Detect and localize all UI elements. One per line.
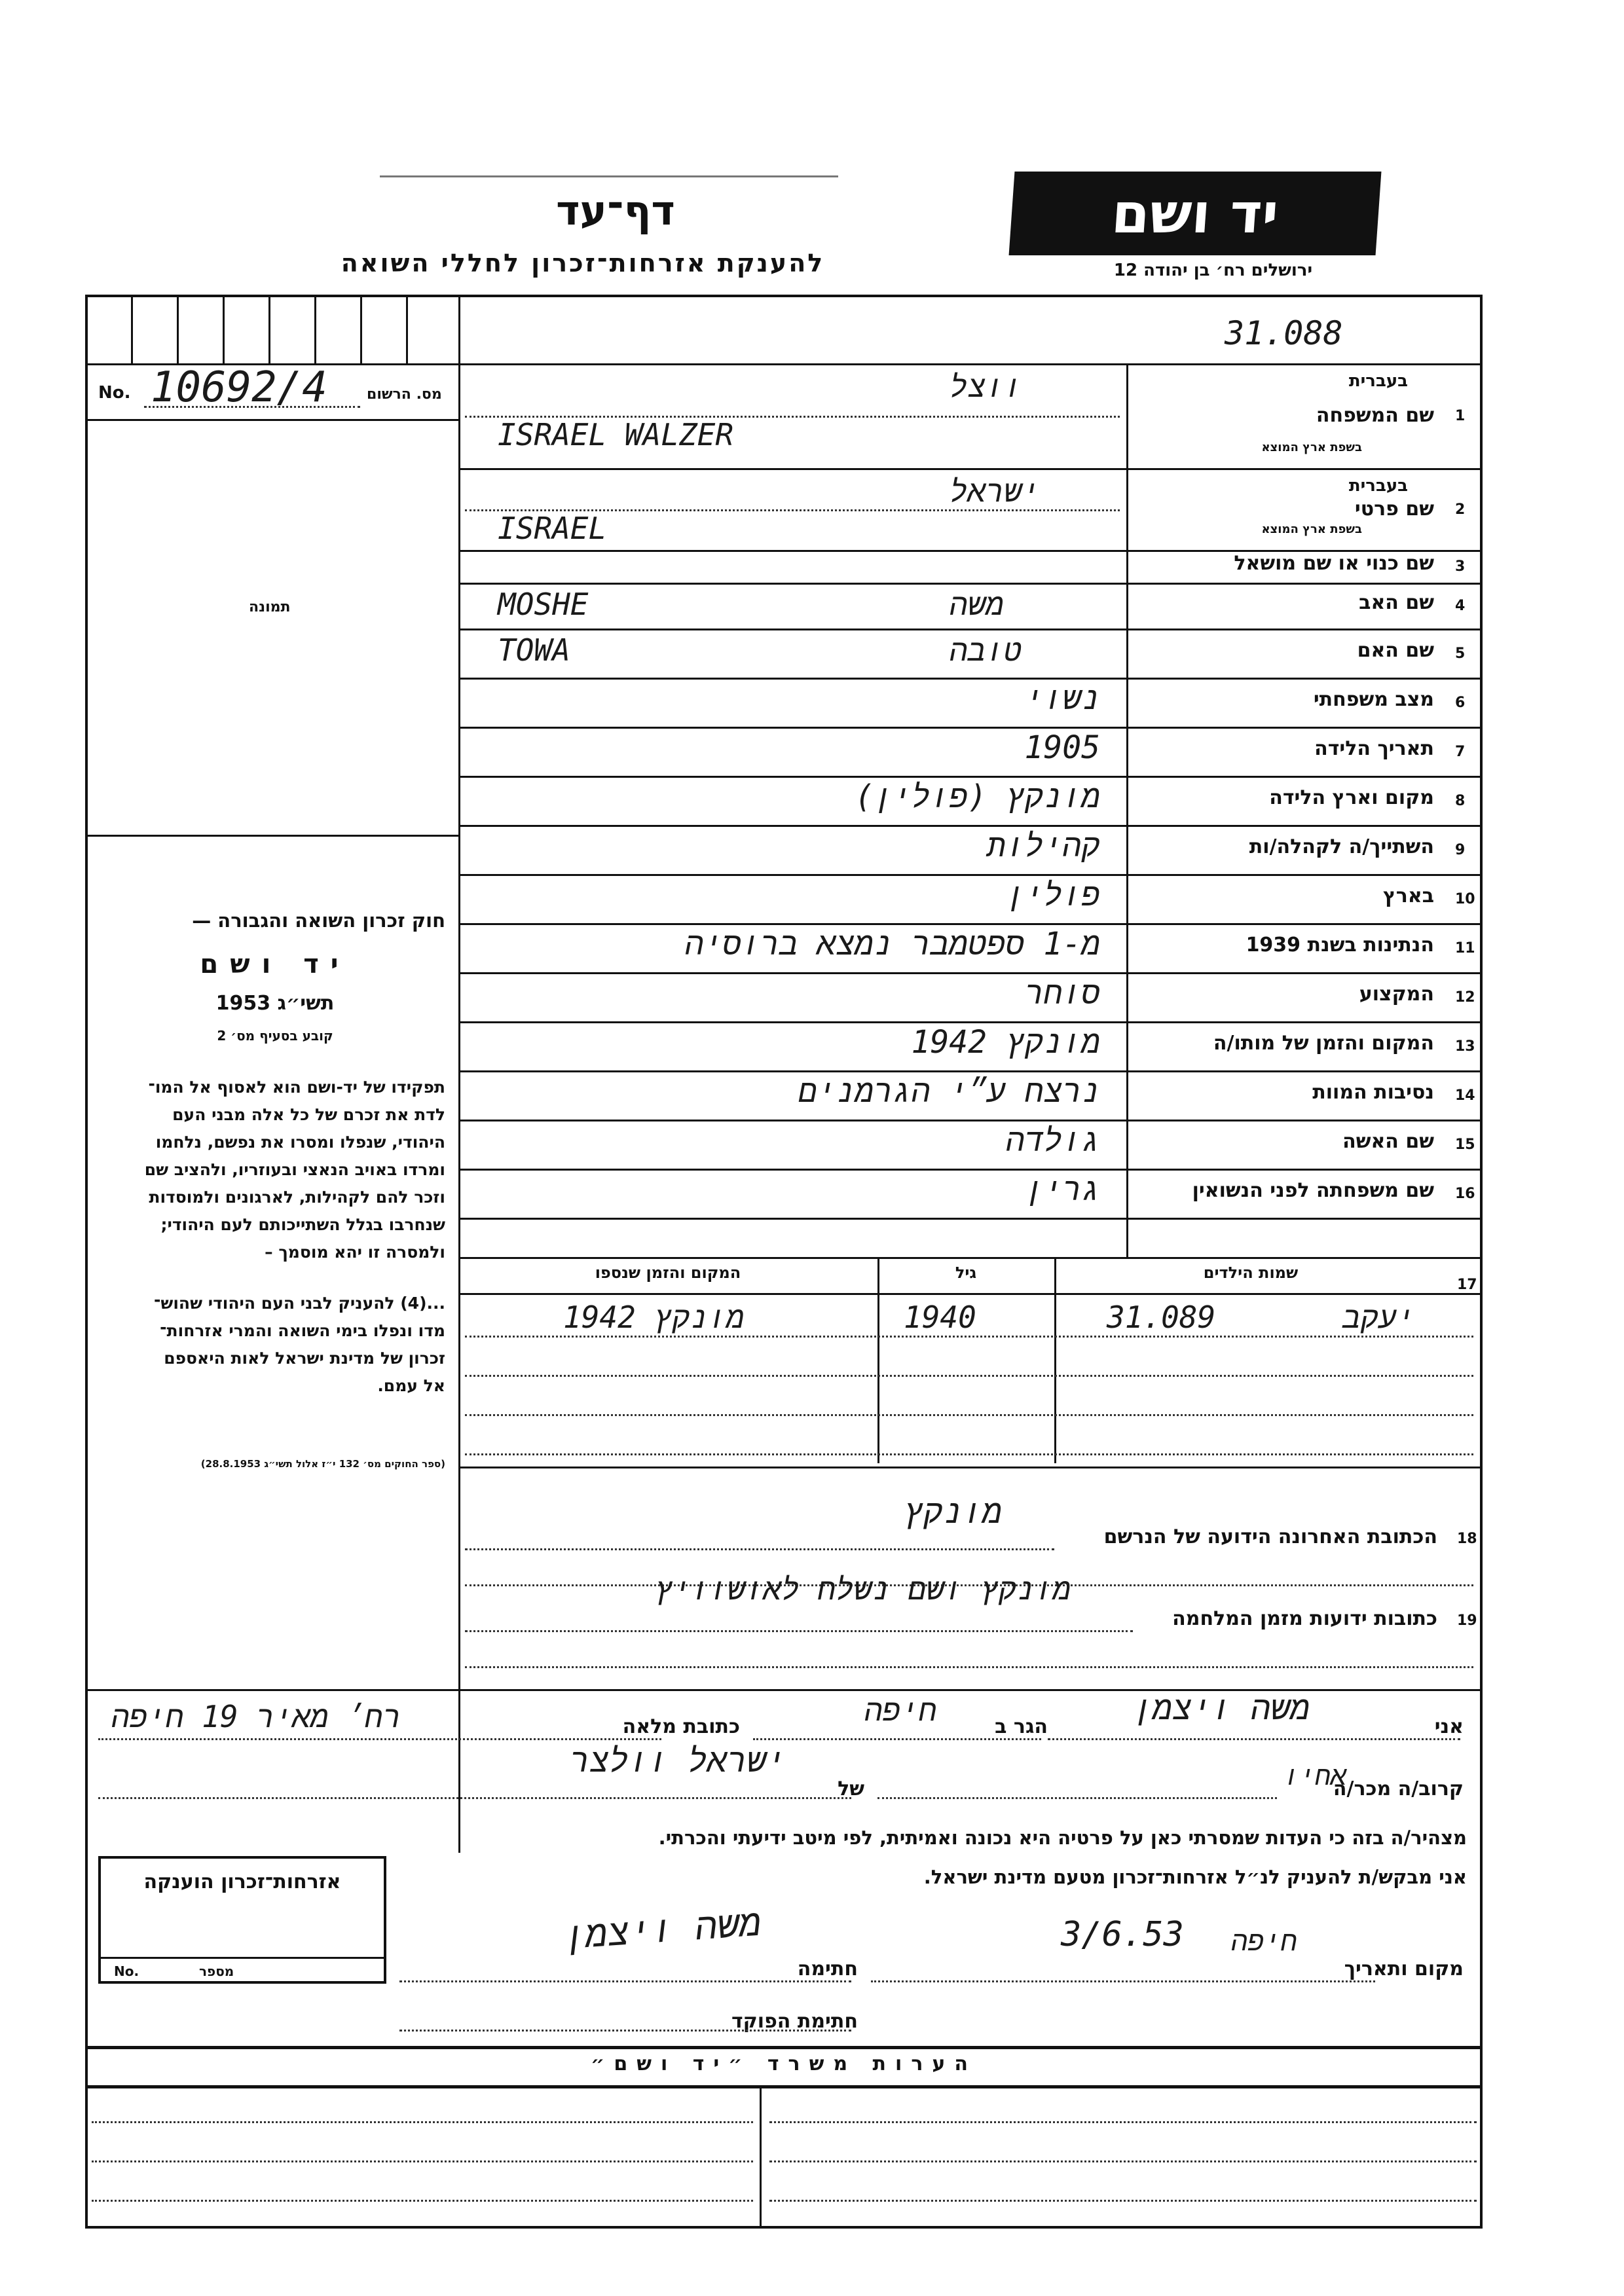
left-column-divider bbox=[458, 295, 460, 1853]
resides-value: חיפה bbox=[864, 1692, 937, 1728]
field-value-hebrew: ווצל bbox=[950, 369, 1022, 404]
field-value: נרצח ע״י הגרמנים bbox=[798, 1073, 1100, 1110]
field-label: השתייך/ה לקהלה/ות bbox=[1249, 835, 1434, 858]
date-value: 3/6.53 bbox=[1061, 1915, 1184, 1954]
field-label: שם המשפחה bbox=[1316, 404, 1434, 427]
field-18-dots bbox=[465, 1548, 1054, 1550]
field-19-number: 19 bbox=[1457, 1613, 1477, 1629]
law-name: יד ושם bbox=[200, 949, 350, 979]
field-19-value: מונקץ ושם נשלח לאושוויץ bbox=[655, 1571, 1071, 1607]
field-label: שם האם bbox=[1357, 638, 1434, 662]
header-rule bbox=[380, 175, 838, 177]
field-label: שם משפחתה לפני הנשואין bbox=[1192, 1178, 1434, 1202]
child-age: 1940 bbox=[904, 1300, 976, 1335]
field-label: שם כנוי או שם מושאל bbox=[1234, 552, 1434, 575]
children-col-age: גיל bbox=[955, 1264, 977, 1282]
form-title: דף־עד bbox=[556, 187, 675, 234]
field-value: סוחר bbox=[1024, 975, 1100, 1011]
children-col-names: שמות הילדים bbox=[1203, 1264, 1299, 1282]
notes-top-line bbox=[85, 2046, 1483, 2049]
field-value-latin: ISRAEL WALZER bbox=[498, 417, 734, 452]
resides-label: הגר ב bbox=[995, 1715, 1048, 1738]
field-number: 7 bbox=[1455, 743, 1466, 760]
field-row-line bbox=[458, 1070, 1483, 1072]
field-number: 3 bbox=[1455, 558, 1466, 575]
field-row-line bbox=[458, 468, 1483, 470]
field-value: גרין bbox=[1024, 1171, 1100, 1208]
stamp-number-label: מספר bbox=[199, 1963, 234, 1979]
field-number: 10 bbox=[1455, 890, 1475, 907]
field-row-line bbox=[458, 1169, 1483, 1171]
photo-bottom-line bbox=[85, 835, 458, 837]
children-number: 17 bbox=[1457, 1277, 1477, 1293]
notes-header-line bbox=[85, 2085, 1483, 2088]
ani-label: אני bbox=[1434, 1715, 1464, 1738]
field-18-value: מונקץ bbox=[904, 1493, 1003, 1531]
field-value: פולין bbox=[1005, 877, 1100, 913]
law-citation: (ספר החוקים מס׳ 132 י״ז אלול תשי״ג 28.8.1953) bbox=[200, 1458, 445, 1470]
field-sublabel-origin: בשפת ארץ המוצא bbox=[1261, 441, 1362, 454]
label-column-divider bbox=[1126, 363, 1128, 1257]
logo-text: יד ושם bbox=[1109, 181, 1281, 246]
field-row-line bbox=[458, 1021, 1483, 1023]
field-row-line bbox=[458, 583, 1483, 585]
field-number: 8 bbox=[1455, 792, 1466, 809]
field-row-line bbox=[458, 923, 1483, 925]
field-value: 1905 bbox=[1024, 729, 1100, 766]
field-19-dots-2 bbox=[465, 1666, 1473, 1668]
child-name: יעקב bbox=[1342, 1300, 1415, 1335]
stamp-title: אזרחות־זכרון הוענקה bbox=[143, 1870, 341, 1893]
registration-dots bbox=[144, 406, 360, 408]
field-label: בארץ bbox=[1382, 884, 1434, 907]
address-label: כתובת מלאה bbox=[622, 1715, 740, 1738]
field-value-hebrew: ישראל bbox=[950, 473, 1041, 509]
field-number: 11 bbox=[1455, 939, 1475, 957]
field-row-line bbox=[458, 678, 1483, 680]
field-label: שם פרטי bbox=[1354, 497, 1434, 520]
law-heading: חוק זכרון השואה והגבורה — bbox=[192, 909, 445, 932]
place-date-label: מקום ותאריך bbox=[1344, 1958, 1464, 1980]
field-number: 15 bbox=[1455, 1136, 1475, 1153]
field-row-line bbox=[458, 629, 1483, 630]
children-col-place: המקום והזמן שנספו bbox=[595, 1264, 741, 1282]
of-value: ישראל וולצר bbox=[570, 1741, 786, 1779]
address: ירושלים רח׳ בן יהודה 12 bbox=[1113, 261, 1313, 280]
child-file: 31.089 bbox=[1107, 1300, 1216, 1335]
field-sublabel-hebrew: בעברית bbox=[1348, 371, 1408, 391]
field-row-line bbox=[458, 825, 1483, 827]
law-paragraph-1: תפקידו של יד-ושם הוא לאסוף אל המו־ לדת את זכרם של כל אלה מבני העם היהודי, שנפלו ומסרו את נפשם, נלחמו ומרדו באויב הנאצי ובעוזריו, ולהציב שם וזכר להם לקהילות, לארגונים ולמוסדות שנחרבו בגלל השתייכותם לעם היהודי; ולמסרה זו יהא מוסמך – bbox=[144, 1078, 445, 1262]
field-number: 13 bbox=[1455, 1038, 1475, 1055]
field-value: נשוי bbox=[1024, 680, 1100, 717]
statement-2: אני מבקש/ת להעניק לנ״ל אזרחות־זכרון מטעם מדינת ישראל. bbox=[923, 1866, 1467, 1888]
field-number: 16 bbox=[1455, 1185, 1475, 1202]
notes-divider bbox=[760, 2085, 762, 2226]
registration-label: מס. הרשום bbox=[367, 386, 442, 403]
field-label: נסיבות המוות bbox=[1312, 1080, 1434, 1104]
field-value: מונקץ (פולין) bbox=[855, 778, 1100, 815]
field-sublabel-origin: בשפת ארץ המוצא bbox=[1261, 522, 1362, 536]
stamp-no-label: No. bbox=[114, 1963, 139, 1979]
field-number: 6 bbox=[1455, 694, 1466, 711]
yad-vashem-logo bbox=[1009, 172, 1382, 255]
field-label: שם האב bbox=[1359, 591, 1434, 614]
field-number: 9 bbox=[1455, 841, 1466, 858]
field-value-latin: MOSHE bbox=[498, 587, 589, 622]
relative-label: קרוב/ה מכר/ה bbox=[1333, 1777, 1464, 1800]
field-value-hebrew: טובה bbox=[950, 632, 1022, 668]
field-18-number: 18 bbox=[1457, 1531, 1477, 1547]
field-number: 2 bbox=[1455, 501, 1466, 518]
relative-value: אחיו bbox=[1283, 1761, 1347, 1791]
field-value-latin: ISRAEL bbox=[498, 510, 607, 546]
stamp-box bbox=[98, 1856, 386, 1984]
registration-no-label: No. bbox=[98, 383, 131, 403]
field-sublabel-hebrew: בעברית bbox=[1348, 476, 1408, 496]
field-label: מצב משפחתי bbox=[1313, 687, 1434, 711]
field-value-latin: TOWA bbox=[498, 632, 570, 668]
field-number: 5 bbox=[1455, 645, 1466, 662]
officer-label: חתימת הפוקד bbox=[731, 2010, 858, 2033]
office-notes-title: הערות משרד ״יד ושם״ bbox=[591, 2052, 977, 2075]
of-label: של bbox=[838, 1777, 864, 1800]
child-place: מונקץ 1942 bbox=[563, 1300, 745, 1335]
field-label: מקום וארץ הלידה bbox=[1269, 786, 1434, 809]
field-19-dots bbox=[465, 1630, 1133, 1632]
field-row-line bbox=[458, 727, 1483, 729]
field-18-label: הכתובת האחרונה הידועה של הנרשם bbox=[1103, 1525, 1437, 1548]
field-row-line bbox=[458, 776, 1483, 778]
field-number: 4 bbox=[1455, 598, 1466, 614]
signature-label: חתימה bbox=[797, 1958, 858, 1980]
field-row-line bbox=[458, 1120, 1483, 1121]
field-row-line bbox=[458, 972, 1483, 974]
field-label: המקצוע bbox=[1359, 982, 1434, 1006]
statement-1: מצהיר/ה בזה כי העדות שמסרתי כאן על פרטיה היא נכונה ואמיתית, לפי מיטב ידיעתי והכרתי. bbox=[658, 1827, 1467, 1849]
field-label: תאריך הלידה bbox=[1314, 737, 1434, 760]
field-number: 12 bbox=[1455, 989, 1475, 1006]
photo-label: תמונה bbox=[249, 599, 291, 615]
file-number: 31.088 bbox=[1225, 314, 1343, 352]
field-value: קהילות bbox=[987, 828, 1100, 864]
field-value: מ-1 ספטמבר נמצא ברוסיה bbox=[684, 926, 1100, 962]
registration-number: 10692/4 bbox=[151, 363, 327, 412]
law-paragraph-2: ...(4) להעניק לבני העם היהודי שהוש־ מדו ונפלו בימי השואה והמרי אזרחות־ זכרון של מדינת ישראל לאות היאספם אל עמם. bbox=[153, 1294, 445, 1395]
field-number: 1 bbox=[1455, 408, 1466, 424]
field-row-line bbox=[458, 1218, 1483, 1220]
field-row-line bbox=[458, 874, 1483, 876]
field-label: שם האשה bbox=[1342, 1129, 1434, 1153]
registration-line bbox=[85, 419, 458, 421]
field-19-label: כתובות ידועות מזמן המלחמה bbox=[1172, 1607, 1437, 1630]
field-value: גולדה bbox=[1005, 1122, 1100, 1159]
field-18-top-line bbox=[458, 1467, 1483, 1468]
law-year: תשי״ג 1953 bbox=[215, 992, 335, 1015]
field-value: מונקץ 1942 bbox=[911, 1024, 1100, 1061]
field-value-hebrew: משה bbox=[950, 587, 1004, 622]
field-label: המקום והזמן של מותו/ה bbox=[1213, 1031, 1434, 1055]
law-clause: קובע בסעיף מס׳ 2 bbox=[217, 1028, 333, 1044]
form-subtitle: להענקת אזרחות־זכרון לחללי השואה bbox=[341, 249, 825, 278]
field-label: הנתינות בשנת 1939 bbox=[1246, 933, 1434, 957]
field-number: 14 bbox=[1455, 1087, 1475, 1104]
ani-value: משה ויצמן bbox=[1133, 1689, 1310, 1727]
place-value: חיפה bbox=[1231, 1925, 1297, 1957]
address-value: רח׳ מאיר 19 חיפה bbox=[111, 1699, 401, 1734]
signature: משה ויצמן bbox=[561, 1901, 763, 1958]
